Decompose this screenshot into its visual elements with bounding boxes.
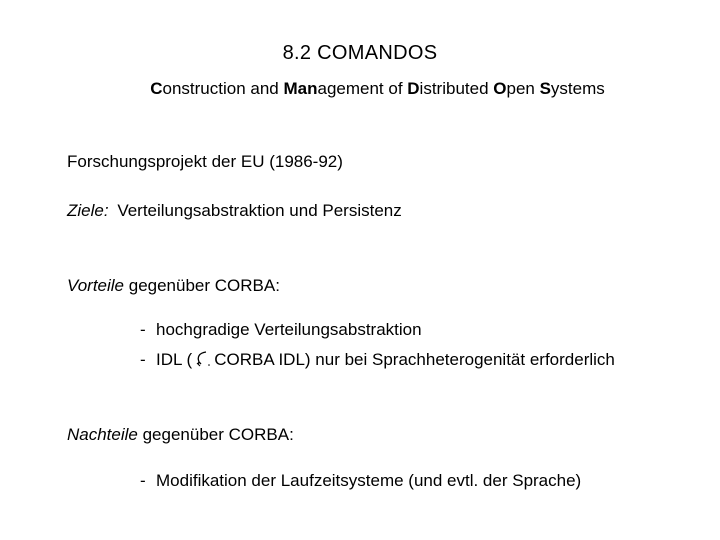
disadvantage-item [140,471,581,491]
subtitle-text: pen [506,79,540,98]
subtitle-initial: S [539,79,551,98]
advantage-item-text-after: CORBA IDL) nur bei Sprachheterogenität erforderlich [214,350,615,369]
list-dash: - [140,350,146,369]
goals-line [67,201,402,221]
advantages-heading [67,276,280,296]
leads-to-arrow-icon [194,350,212,368]
advantages-label-rest: gegenüber CORBA: [124,276,280,295]
goals-label: Ziele: [67,201,109,220]
slide-subtitle [0,79,720,99]
advantage-item [140,320,422,340]
disadvantages-heading [67,425,294,445]
disadvantage-item-text: Modifikation der Laufzeitsysteme (und evtl. der Sprache) [156,471,582,490]
disadvantages-label: Nachteile [67,425,138,444]
slide-title: 8.2 COMANDOS [282,42,438,64]
goals-text: Verteilungsabstraktion und Persistenz [117,201,402,220]
advantages-label: Vorteile [67,276,125,295]
advantage-item-text: hochgradige Verteilungsabstraktion [156,320,422,339]
subtitle-initial: C [150,79,163,98]
list-dash: - [140,471,146,490]
subtitle-text: istributed [419,79,494,98]
project-line: Forschungsprojekt der EU (1986-92) [67,152,343,171]
subtitle-initial: D [407,79,420,98]
subtitle-text: agement of [317,79,408,98]
subtitle-text: onstruction and [162,79,284,98]
subtitle-text: ystems [550,79,605,98]
subtitle-initial: O [493,79,507,98]
list-dash: - [140,320,146,339]
disadvantages-label-rest: gegenüber CORBA: [137,425,294,444]
advantage-item [140,350,615,370]
advantage-item-text-before: IDL ( [156,350,193,369]
subtitle-initial: Man [283,79,318,98]
